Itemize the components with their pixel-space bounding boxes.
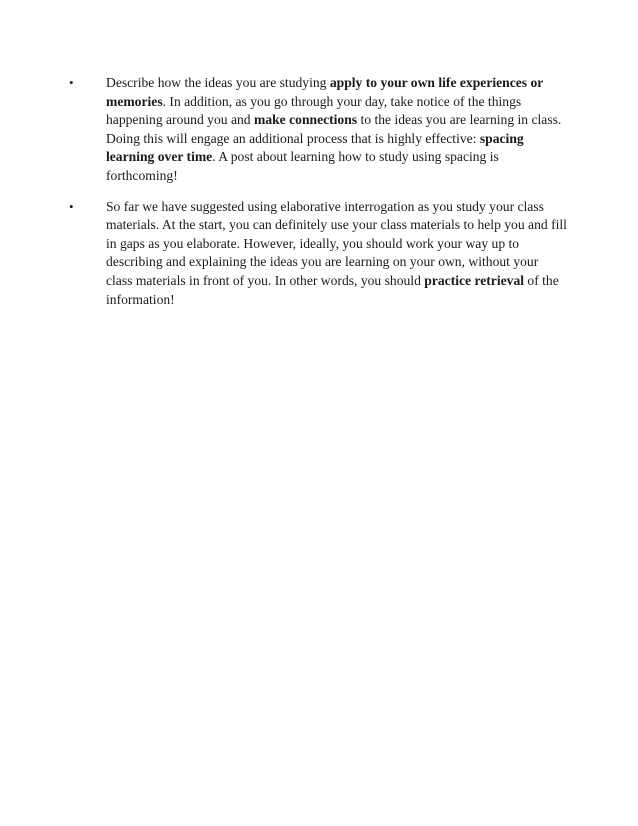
emphasis-practice-retrieval: practice retrieval	[424, 272, 525, 288]
text-segment: to the ideas you are learning in class. Doing this will engage an additional process that is highly effective:	[106, 112, 562, 146]
bullet-text	[106, 75, 561, 183]
text-segment: . In addition, as you go through your day, take notice of the things happening around you and	[106, 93, 522, 128]
bullet-item-apply-to-life	[68, 74, 568, 186]
emphasis-apply-to-life: apply to your own life experiences or memories	[106, 75, 544, 109]
bullet-item-elaborative-interrogation	[68, 198, 568, 310]
bullet-dot-icon: •	[69, 75, 74, 90]
bullet-text	[106, 199, 567, 307]
text-segment: . A post about learning how to study using spacing is forthcoming!	[106, 149, 499, 183]
emphasis-make-connections: make connections	[254, 112, 358, 128]
emphasis-spacing-learning: spacing learning over time	[106, 130, 524, 165]
text-segment: of the information!	[106, 272, 559, 307]
text-segment: Describe how the ideas you are studying	[106, 75, 330, 90]
text-segment: So far we have suggested using elaborative interrogation as you study your class materials. At the start, you can definitely use your class materials to help you and fill in gaps as you elaborate. However, ideally, you should work your way up to describing and explaining the ideas you are learning on your own, without your class materials in front of you. In other words, you should	[106, 198, 567, 288]
bullet-list	[68, 74, 568, 321]
bullet-dot-icon: •	[69, 198, 74, 214]
